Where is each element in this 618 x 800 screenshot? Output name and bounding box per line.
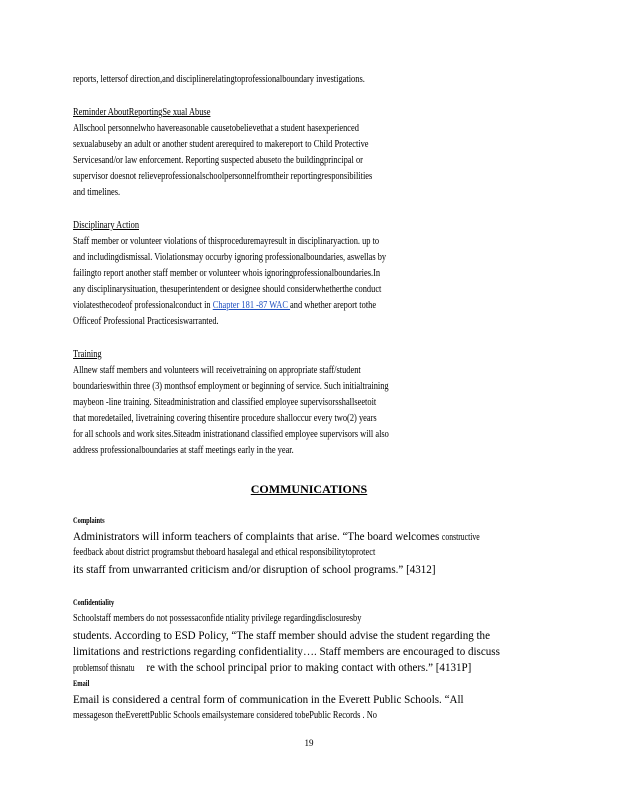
disciplinary-line: failingto report another staff member or volunteer whois ignoringprofessionalboundaries.In xyxy=(73,268,381,279)
reminder-line: Allschool personnelwho havereasonable causetobelievethat a student hasexperienced xyxy=(73,123,359,134)
complaints-line: Administrators will inform teachers of complaints that arise. “The board welcomes constructive xyxy=(73,529,480,543)
confidentiality-heading: Confidentiality xyxy=(73,598,115,607)
wac-chapter-link[interactable]: Chapter 181 -87 WAC xyxy=(212,300,291,311)
training-line: that moredetailed, livetraining covering thisentire procedure shalloccur every two(2) years xyxy=(73,413,377,424)
reminder-line: Servicesand/or law enforcement. Reporting suspected abuseto the buildingprincipal or xyxy=(73,155,363,166)
reminder-heading: Reminder AboutReportingSe xual Abuse xyxy=(73,107,211,118)
reminder-line: supervisor doesnot relieveprofessionalschoolpersonnelfromtheir reportingresponsibilities xyxy=(73,171,373,182)
training-line: boundarieswithin three (3) monthsof employment or beginning of service. Such initialtraining xyxy=(73,381,389,392)
complaints-heading: Complaints xyxy=(73,516,105,525)
email-line: messageson theEverettPublic Schools emailsystemare considered tobePublic Records . No xyxy=(73,710,377,721)
training-line: for all schools and work sites.Siteadm inistrationand classified employee supervisors will also xyxy=(73,429,389,440)
disciplinary-line: and includingdismissal. Violationsmay occurby ignoring professionalboundaries, aswellas by xyxy=(73,252,387,263)
training-heading: Training xyxy=(73,349,102,360)
communications-title: COMMUNICATIONS xyxy=(250,482,368,496)
training-line: address professionalboundaries at staff meetings early in the year. xyxy=(73,445,294,456)
intro-line: reports, lettersof direction,and disciplinerelatingtoprofessionalboundary investigations. xyxy=(73,74,365,85)
disciplinary-line-with-link xyxy=(73,299,459,313)
email-heading: Email xyxy=(73,679,90,688)
reminder-line: sexualabuseby an adult or another student arerequired to makereport to Child Protective xyxy=(73,139,369,150)
training-line: Allnew staff members and volunteers will receivetraining on appropriate staff/student xyxy=(73,365,361,376)
confidentiality-line: students. According to ESD Policy, “The staff member should advise the student regarding the xyxy=(73,628,490,642)
complaints-line: feedback about district programsbut theboard hasalegal and ethical responsibilitytoprotect xyxy=(73,547,376,558)
disciplinary-line: Officeof Professional Practicesiswarranted. xyxy=(73,316,219,327)
confidentiality-line: Schoolstaff members do not possessaconfide ntiality privilege regardingdisclosuresby xyxy=(73,613,362,624)
confidentiality-line: problemsof thisnature with the school principal prior to making contact with others.” [4131P] xyxy=(73,660,472,674)
confidentiality-line: limitations and restrictions regarding confidentiality…. Staff members are encouraged to discuss xyxy=(73,644,500,658)
complaints-line: its staff from unwarranted criticism and/or disruption of school programs.” [4312] xyxy=(73,562,436,576)
disciplinary-heading: Disciplinary Action xyxy=(73,220,140,231)
email-line: Email is considered a central form of communication in the Everett Public Schools. “All xyxy=(73,692,464,706)
disciplinary-line-after-link: and whether areport tothe xyxy=(290,300,377,311)
disciplinary-line: any disciplinarysituation, thesuperintendent or designee should considerwhetherthe conduct xyxy=(73,284,382,295)
page-number: 19 xyxy=(304,738,314,748)
reminder-line: and timelines. xyxy=(73,187,121,198)
disciplinary-line-text: violatesthecodeof professionalconduct in xyxy=(73,300,213,311)
disciplinary-line: Staff member or volunteer violations of thisproceduremayresult in disciplinaryaction. up to xyxy=(73,236,380,247)
training-line: maybeon -line training. Siteadministration and classified employee supervisorsshallseetoit xyxy=(73,397,377,408)
